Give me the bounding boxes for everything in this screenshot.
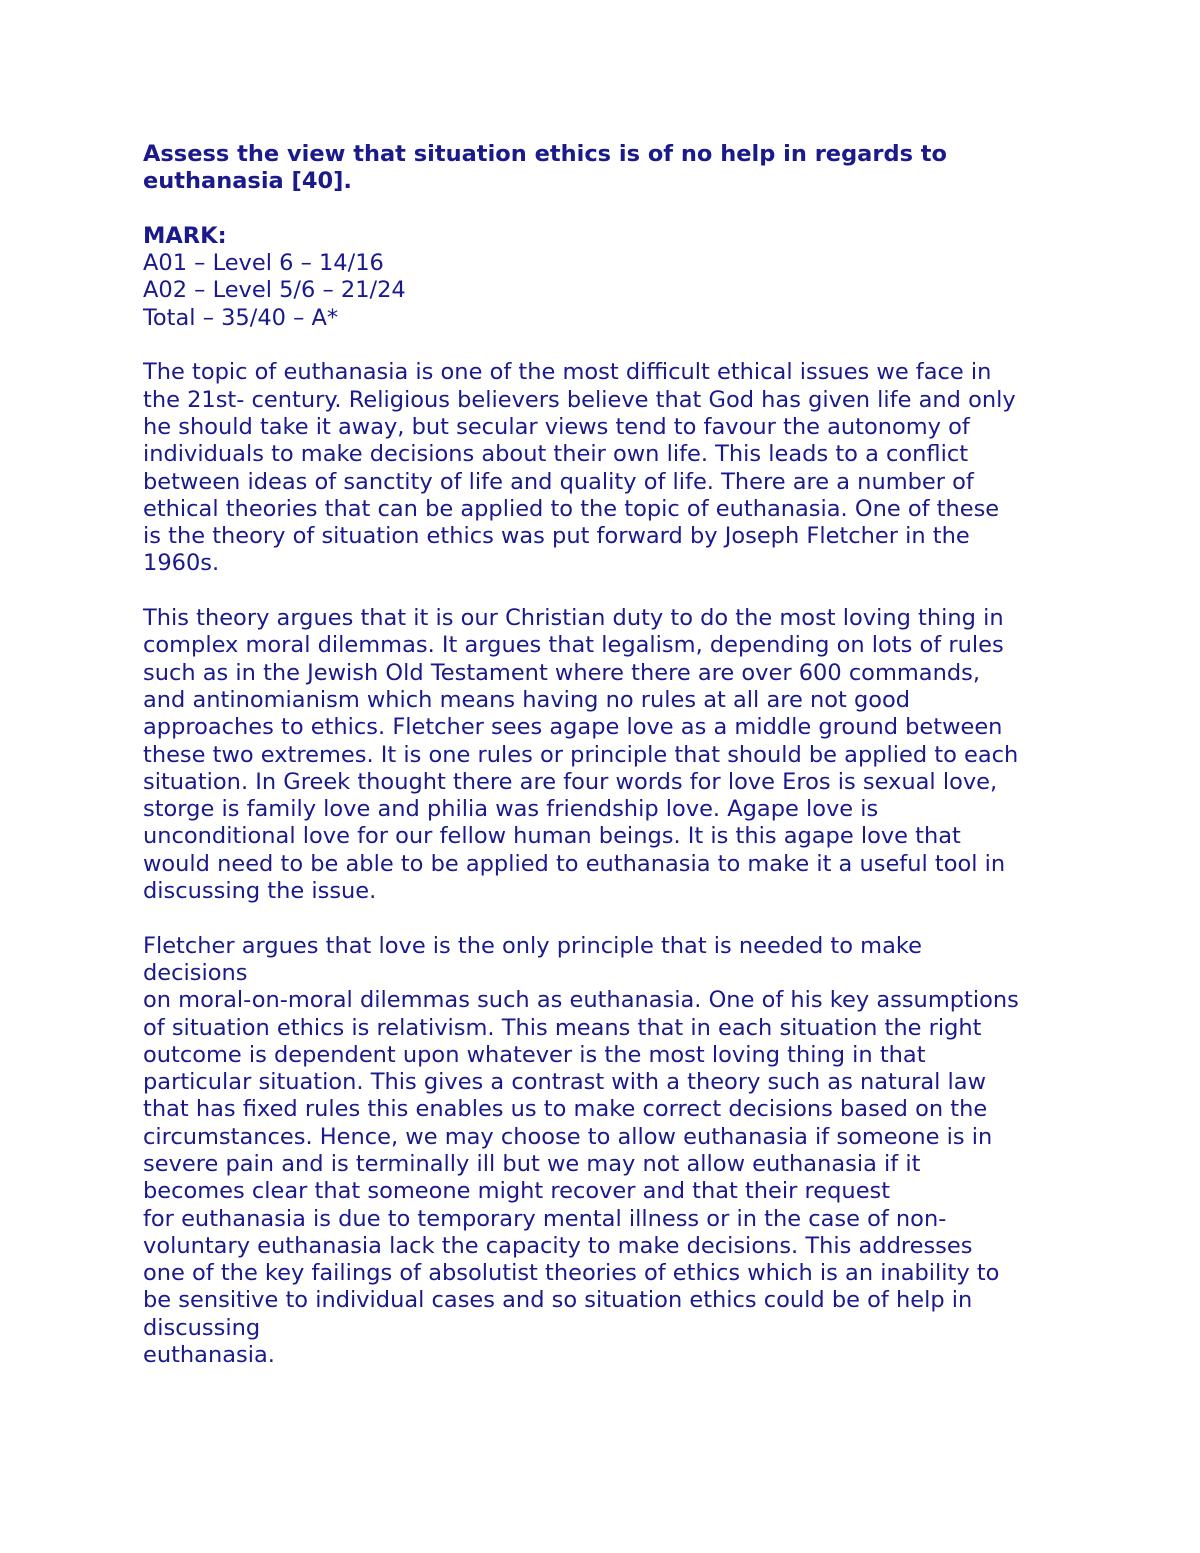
paragraph-line: the 21st- century. Religious believers believe that God has given life and only — [143, 386, 1016, 413]
paragraph-line: that has fixed rules this enables us to make correct decisions based on the — [143, 1096, 988, 1123]
mark-line-total: Total – 35/40 – A* — [143, 304, 339, 331]
mark-section — [143, 223, 1073, 332]
mark-line-a02: A02 – Level 5/6 – 21/24 — [143, 277, 406, 304]
paragraph-line: severe pain and is terminally ill but we may not allow euthanasia if it — [143, 1150, 921, 1177]
paragraph-line: he should take it away, but secular views tend to favour the autonomy of — [143, 413, 970, 440]
paragraph-line: such as in the Jewish Old Testament where there are over 600 commands, — [143, 659, 980, 686]
paragraph-line: for euthanasia is due to temporary mental illness or in the case of non- — [143, 1205, 947, 1232]
paragraph-line: unconditional love for our fellow human beings. It is this agape love that — [143, 823, 961, 850]
paragraph-line: is the theory of situation ethics was put forward by Joseph Fletcher in the — [143, 523, 970, 550]
paragraph-introduction — [143, 359, 1073, 577]
paragraph-line: be sensitive to individual cases and so situation ethics could be of help in — [143, 1287, 973, 1314]
paragraph-line: circumstances. Hence, we may choose to allow euthanasia if someone is in — [143, 1123, 993, 1150]
paragraph-line: discussing the issue. — [143, 878, 377, 905]
paragraph-line: 1960s. — [143, 550, 220, 577]
essay-title — [143, 141, 1073, 196]
paragraph-line: outcome is dependent upon whatever is the most loving thing in that — [143, 1041, 926, 1068]
document-body — [143, 141, 1073, 1369]
paragraph-line: ethical theories that can be applied to the topic of euthanasia. One of these — [143, 495, 1000, 522]
paragraph-line: situation. In Greek thought there are four words for love Eros is sexual love, — [143, 768, 998, 795]
paragraph-line: between ideas of sanctity of life and quality of life. There are a number of — [143, 468, 974, 495]
mark-line-a01: A01 – Level 6 – 14/16 — [143, 250, 384, 277]
paragraph-line: The topic of euthanasia is one of the most difficult ethical issues we face in — [143, 359, 992, 386]
paragraph-line: of situation ethics is relativism. This means that in each situation the right — [143, 1014, 982, 1041]
paragraph-line: particular situation. This gives a contrast with a theory such as natural law — [143, 1069, 986, 1096]
paragraph-line: would need to be able to be applied to euthanasia to make it a useful tool in — [143, 850, 1006, 877]
paragraph-line: becomes clear that someone might recover and that their request — [143, 1178, 891, 1205]
paragraph-line: Fletcher argues that love is the only principle that is needed to make — [143, 932, 922, 959]
spacer — [143, 905, 1073, 932]
paragraph-line: and antinomianism which means having no rules at all are not good — [143, 686, 911, 713]
paragraph-line: on moral-on-moral dilemmas such as euthanasia. One of his key assumptions — [143, 987, 1019, 1014]
paragraph-theory — [143, 605, 1073, 905]
paragraph-line: discussing — [143, 1314, 261, 1341]
paragraph-line: storge is family love and philia was friendship love. Agape love is — [143, 796, 879, 823]
paragraph-line: one of the key failings of absolutist theories of ethics which is an inability to — [143, 1260, 1000, 1287]
paragraph-line: This theory argues that it is our Christian duty to do the most loving thing in — [143, 605, 1004, 632]
essay-title-line: Assess the view that situation ethics is of no help in regards to — [143, 141, 948, 167]
spacer — [143, 332, 1073, 359]
paragraph-line: voluntary euthanasia lack the capacity to make decisions. This addresses — [143, 1232, 973, 1259]
spacer — [143, 578, 1073, 605]
paragraph-line: complex moral dilemmas. It argues that legalism, depending on lots of rules — [143, 632, 1004, 659]
paragraph-line: approaches to ethics. Fletcher sees agape love as a middle ground between — [143, 714, 1003, 741]
paragraph-line: decisions — [143, 959, 248, 986]
paragraph-line: these two extremes. It is one rules or principle that should be applied to each — [143, 741, 1019, 768]
paragraph-relativism — [143, 933, 1073, 1370]
essay-title-line: euthanasia [40]. — [143, 168, 352, 195]
paragraph-line: individuals to make decisions about their own life. This leads to a conflict — [143, 441, 969, 468]
mark-heading: MARK: — [143, 222, 227, 249]
spacer — [143, 196, 1073, 223]
paragraph-line: euthanasia. — [143, 1342, 275, 1369]
